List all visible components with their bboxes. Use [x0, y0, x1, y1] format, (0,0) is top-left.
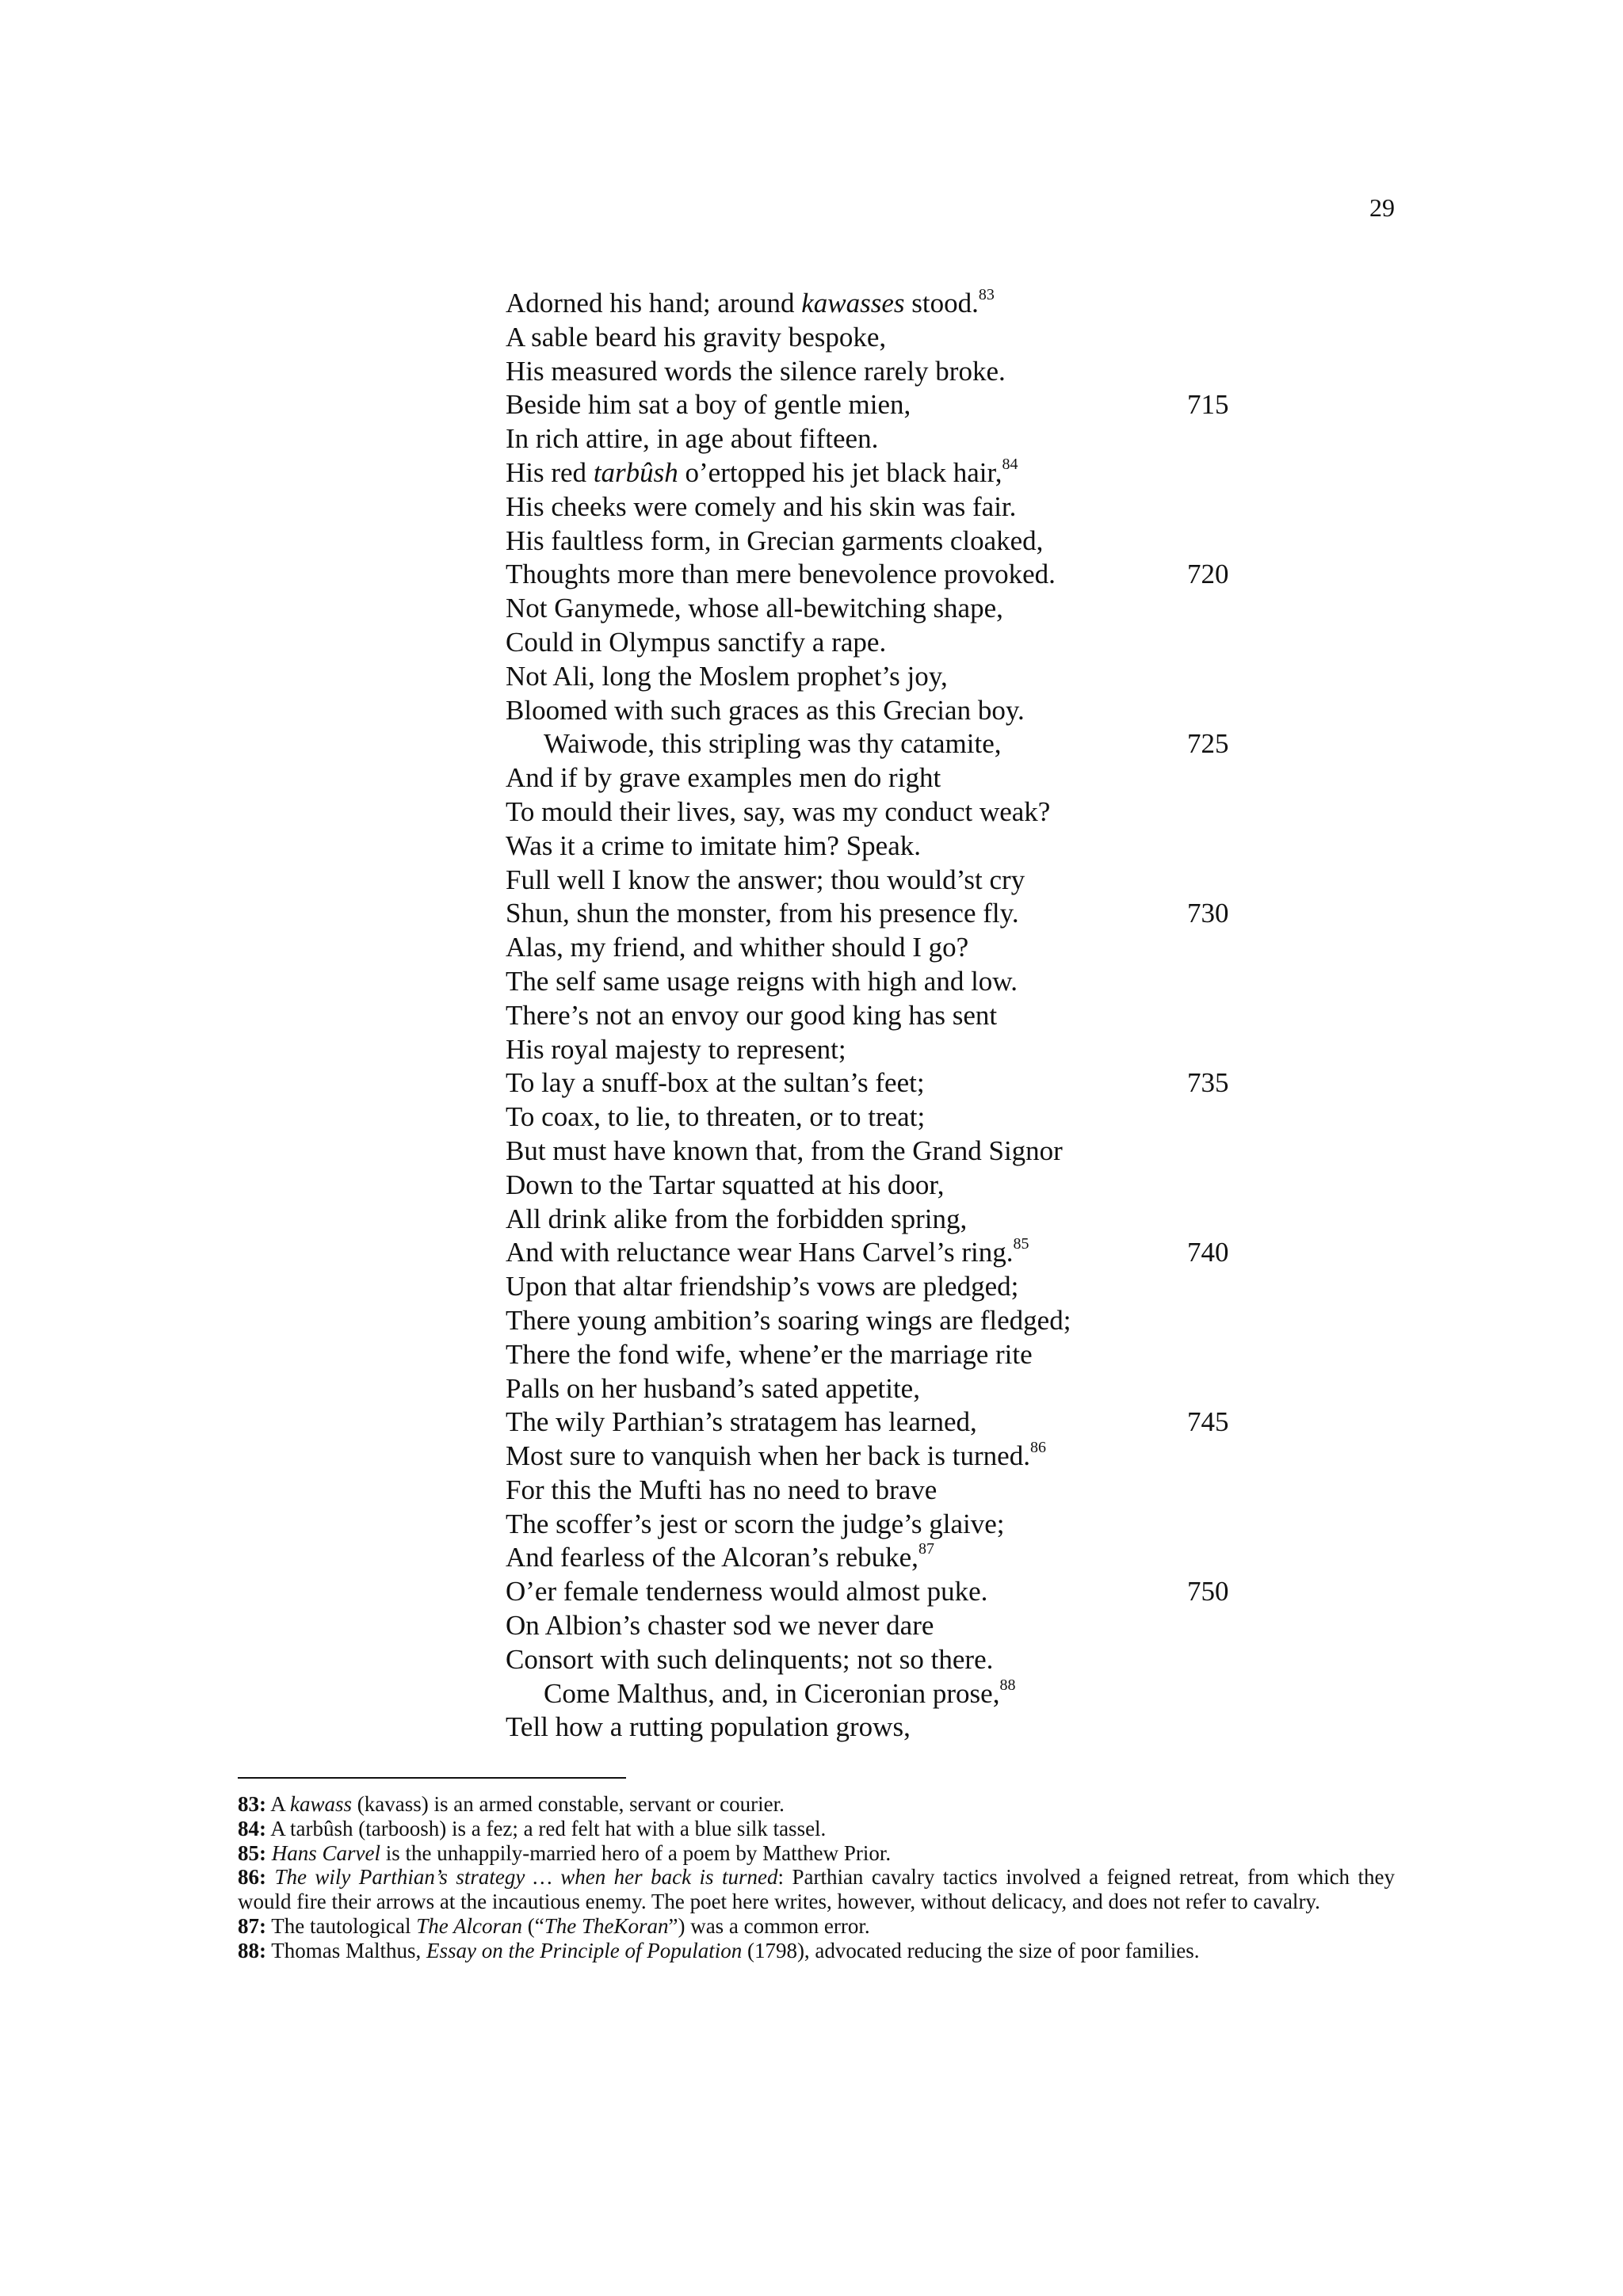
poem-line-text	[506, 1135, 1063, 1169]
poem-line	[506, 1440, 1298, 1474]
text-segment: A	[266, 1792, 291, 1816]
text-segment: Bloomed with such graces as this Grecian boy.	[506, 694, 1025, 726]
poem-line	[506, 1609, 1298, 1643]
text-segment: O’er female tenderness would almost puke.	[506, 1576, 988, 1608]
footnote	[238, 1914, 1395, 1939]
poem-line-text	[506, 1066, 925, 1100]
footnote-number: 88:	[238, 1938, 266, 1962]
text-segment: is the unhappily-married hero of a poem by Matthew Prior.	[380, 1840, 892, 1865]
text-segment: In rich attire, in age about fifteen.	[506, 423, 879, 455]
poem-line-text	[506, 626, 886, 660]
footnote	[238, 1865, 1395, 1914]
poem-line	[506, 490, 1298, 524]
text-segment: (1798), advocated reducing the size of poor families.	[742, 1938, 1200, 1962]
text-segment: Thoughts more than mere benevolence provoked.	[506, 559, 1056, 590]
poem-line	[506, 694, 1298, 728]
text-segment: All drink alike from the forbidden spring,	[506, 1203, 968, 1234]
text-segment: Upon that altar friendship’s vows are pledged;	[506, 1271, 1019, 1302]
text-segment: There young ambition’s soaring wings are fledged;	[506, 1304, 1071, 1336]
footnote-separator	[238, 1777, 626, 1779]
poem-line-text	[506, 1711, 911, 1745]
text-segment: His measured words the silence rarely broke.	[506, 355, 1006, 387]
poem-line	[506, 965, 1298, 999]
poem-line-text	[506, 1609, 934, 1643]
text-segment: Beside him sat a boy of gentle mien,	[506, 389, 911, 421]
poem-line	[506, 287, 1298, 321]
poem-line-text	[506, 1474, 937, 1508]
poem-line	[506, 761, 1298, 795]
text-segment: Thomas Malthus,	[266, 1938, 426, 1962]
poem-line	[506, 1474, 1298, 1508]
italic-text: Hans Carvel	[271, 1840, 380, 1865]
line-number: 730	[1187, 898, 1229, 929]
poem-line-text	[506, 388, 911, 422]
poem-line-text	[506, 660, 948, 694]
poem-line	[506, 422, 1298, 456]
text-segment: His royal majesty to represent;	[506, 1033, 846, 1065]
text-segment: Down to the Tartar squatted at his door,	[506, 1169, 945, 1200]
poem-line-text	[506, 287, 995, 321]
text-segment: And with reluctance wear Hans Carvel’s ring.	[506, 1237, 1014, 1268]
line-number: 745	[1187, 1406, 1229, 1438]
text-segment: Come Malthus, and, in Ciceronian prose,	[544, 1677, 1000, 1709]
footnote-marker: 87	[918, 1540, 934, 1558]
italic-text: kawasses	[801, 288, 905, 318]
text-segment	[266, 1865, 274, 1889]
poem-line-text	[506, 422, 878, 456]
poem-line-text	[506, 1677, 1015, 1711]
text-segment: Alas, my friend, and whither should I go?	[506, 932, 969, 963]
poem-line-text	[506, 864, 1025, 898]
poem-line	[506, 1236, 1298, 1270]
italic-text: The Alcoran	[416, 1913, 522, 1938]
poem-line-text	[506, 897, 1019, 931]
poem-line-text	[506, 456, 1018, 490]
poem-line	[506, 388, 1298, 422]
poem-line	[506, 660, 1298, 694]
footnote	[238, 1841, 1395, 1866]
text-segment: Waiwode, this stripling was thy catamite,	[544, 728, 1002, 760]
poem-line	[506, 1066, 1298, 1100]
text-segment: For this the Mufti has no need to brave	[506, 1474, 938, 1505]
poem-line	[506, 1643, 1298, 1677]
text-segment: : Parthian cavalry tactics involved a feigned retreat, from which they would fire their arrows at the incautious enemy. The poet here writes, however, without delicacy, and does not refer to cavalry.	[238, 1865, 1395, 1914]
text-segment: Most sure to vanquish when her back is turned.	[506, 1440, 1030, 1472]
footnote-marker: 86	[1029, 1439, 1046, 1457]
text-segment: The scoffer’s jest or scorn the judge’s glaive;	[506, 1508, 1005, 1539]
text-segment: Adorned his hand; around	[506, 288, 802, 318]
text-segment: ”) was a common error.	[668, 1913, 870, 1938]
poem-line-text	[506, 931, 968, 965]
poem-line-text	[506, 1236, 1029, 1270]
text-segment: (kavass) is an armed constable, servant or courier.	[352, 1792, 785, 1816]
footnote	[238, 1817, 1395, 1841]
poem-line	[506, 1304, 1298, 1338]
poem-line-text	[506, 1575, 987, 1609]
poem-line-text	[506, 321, 886, 355]
footnote	[238, 1792, 1395, 1817]
poem-line-text	[506, 1643, 993, 1677]
poem-line-text	[506, 1304, 1071, 1338]
poem-line-text	[506, 592, 1003, 626]
poem-text	[506, 287, 1298, 1745]
poem-line-text	[506, 830, 921, 864]
poem-line-text	[506, 999, 997, 1033]
poem-line	[506, 1508, 1298, 1542]
poem-line-text	[506, 1338, 1033, 1372]
text-segment: And if by grave examples men do right	[506, 762, 941, 794]
text-segment: Tell how a rutting population grows,	[506, 1711, 911, 1743]
text-segment	[266, 1841, 272, 1865]
italic-text: The TheKoran	[544, 1913, 669, 1938]
text-segment: (“	[521, 1913, 544, 1938]
italic-text: tarbûsh	[593, 456, 678, 488]
text-segment: The wily Parthian’s stratagem has learned,	[506, 1406, 977, 1438]
poem-line-text	[506, 1372, 920, 1406]
footnote-number: 85:	[238, 1840, 266, 1865]
italic-text: kawass	[290, 1792, 353, 1816]
poem-line-text	[506, 1508, 1005, 1542]
poem-line	[506, 524, 1298, 559]
poem-line	[506, 727, 1298, 761]
line-number: 740	[1187, 1237, 1229, 1268]
footnote-number: 86:	[238, 1865, 266, 1890]
poem-line	[506, 1033, 1298, 1067]
footnote-number: 83:	[238, 1792, 266, 1816]
poem-line-text	[506, 1033, 846, 1067]
text-segment: To mould their lives, say, was my conduct weak?	[506, 795, 1051, 827]
text-segment: Not Ali, long the Moslem prophet’s joy,	[506, 660, 948, 692]
text-segment: To lay a snuff-box at the sultan’s feet;	[506, 1067, 925, 1099]
text-segment: Full well I know the answer; thou would’st cry	[506, 864, 1025, 895]
italic-text: The wily Parthian’s strategy … when her back is turned	[274, 1865, 778, 1890]
text-segment: To coax, to lie, to threaten, or to treat;	[506, 1101, 926, 1133]
text-segment: But must have known that, from the Grand Signor	[506, 1135, 1063, 1166]
poem-line	[506, 321, 1298, 355]
footnote	[238, 1939, 1395, 1963]
poem-line	[506, 1100, 1298, 1135]
text-segment: His faultless form, in Grecian garments cloaked,	[506, 524, 1044, 556]
text-segment: There’s not an envoy our good king has sent	[506, 999, 998, 1031]
line-number: 715	[1187, 389, 1229, 421]
poem-line-text	[506, 727, 1001, 761]
poem-line	[506, 626, 1298, 660]
poem-line-text	[506, 1440, 1046, 1474]
poem-line-text	[506, 795, 1050, 830]
text-segment: Was it a crime to imitate him? Speak.	[506, 830, 921, 861]
text-segment: The tautological	[266, 1913, 417, 1938]
poem-line-text	[506, 1541, 934, 1575]
text-segment: His cheeks were comely and his skin was fair.	[506, 490, 1017, 522]
text-segment: A tarbûsh (tarboosh) is a fez; a red felt hat with a blue silk tassel.	[266, 1816, 827, 1840]
footnotes	[238, 1792, 1395, 1963]
poem-line-text	[506, 1405, 977, 1440]
poem-line-text	[506, 355, 1006, 389]
line-number: 720	[1187, 559, 1229, 590]
footnote-number: 87:	[238, 1913, 266, 1938]
footnote-marker: 85	[1013, 1235, 1029, 1253]
text-segment: Palls on her husband’s sated appetite,	[506, 1372, 920, 1404]
poem-line	[506, 1677, 1298, 1711]
line-number: 735	[1187, 1067, 1229, 1099]
poem-line-text	[506, 524, 1043, 559]
text-segment: And fearless of the Alcoran’s rebuke,	[506, 1542, 918, 1573]
poem-line	[506, 897, 1298, 931]
text-segment: Could in Olympus sanctify a rape.	[506, 626, 887, 658]
poem-line-text	[506, 694, 1025, 728]
poem-line	[506, 1338, 1298, 1372]
poem-line	[506, 1372, 1298, 1406]
text-segment: There the fond wife, whene’er the marriage rite	[506, 1338, 1033, 1370]
poem-line	[506, 592, 1298, 626]
poem-line	[506, 1405, 1298, 1440]
poem-line	[506, 1711, 1298, 1745]
poem-line	[506, 1203, 1298, 1237]
poem-line-text	[506, 965, 1018, 999]
poem-line-text	[506, 1203, 967, 1237]
poem-line-text	[506, 558, 1056, 592]
poem-line-text	[506, 1270, 1018, 1304]
page-number: 29	[1369, 193, 1395, 222]
text-segment: Consort with such delinquents; not so there.	[506, 1643, 994, 1675]
poem-line	[506, 456, 1298, 490]
text-segment: o’ertopped his jet black hair,	[678, 456, 1002, 488]
footnote-marker: 83	[978, 286, 995, 303]
text-segment: Shun, shun the monster, from his presence fly.	[506, 898, 1019, 929]
line-number: 750	[1187, 1576, 1229, 1608]
poem-line	[506, 830, 1298, 864]
poem-line	[506, 1135, 1298, 1169]
poem-line	[506, 931, 1298, 965]
text-segment: The self same usage reigns with high and low.	[506, 965, 1018, 997]
poem-line-text	[506, 490, 1016, 524]
line-number: 725	[1187, 728, 1229, 760]
poem-line-text	[506, 1100, 925, 1135]
text-segment: His red	[506, 456, 594, 488]
poem-line	[506, 1575, 1298, 1609]
poem-line-text	[506, 761, 941, 795]
footnote-number: 84:	[238, 1816, 266, 1840]
poem-line	[506, 1169, 1298, 1203]
italic-text: Essay on the Principle of Population	[426, 1938, 743, 1962]
poem-line-text	[506, 1169, 944, 1203]
text-segment: A sable beard his gravity bespoke,	[506, 321, 887, 353]
poem-line	[506, 355, 1298, 389]
poem-line	[506, 795, 1298, 830]
footnote-marker: 84	[1002, 455, 1018, 473]
poem-line	[506, 999, 1298, 1033]
footnote-marker: 88	[999, 1676, 1016, 1694]
poem-line	[506, 1541, 1298, 1575]
poem-line	[506, 864, 1298, 898]
text-segment: On Albion’s chaster sod we never dare	[506, 1610, 934, 1642]
poem-line	[506, 558, 1298, 592]
text-segment: Not Ganymede, whose all-bewitching shape,	[506, 593, 1003, 624]
text-segment: stood.	[904, 288, 979, 318]
poem-line	[506, 1270, 1298, 1304]
